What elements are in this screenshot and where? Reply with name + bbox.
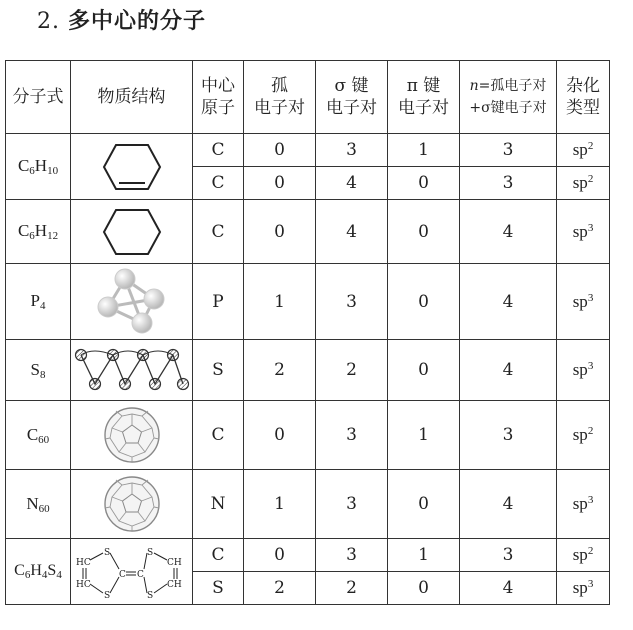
sigma-cell: 3	[316, 539, 388, 572]
s8-crown-icon	[71, 340, 193, 401]
n-cell: 4	[460, 264, 557, 340]
lone-pair-cell: 0	[244, 167, 316, 200]
table-row	[6, 470, 610, 539]
sigma-cell: 3	[316, 264, 388, 340]
section-title: 多中心的分子	[68, 9, 207, 34]
ttf-ch-bottom: CH	[166, 579, 182, 590]
center-atom-cell: S	[193, 340, 244, 401]
header-lone-pairs: 孤 电子对	[244, 61, 316, 134]
lone-pair-cell: 0	[244, 539, 316, 572]
hybridization-cell: $sp^3$	[557, 572, 610, 605]
formula-cell: $P_4$	[6, 264, 71, 340]
hybridization-cell: $sp^3$	[557, 470, 610, 539]
table-row	[6, 264, 610, 340]
header-pi-pairs: π 键 电子对	[388, 61, 460, 134]
lone-pair-cell: 1	[244, 470, 316, 539]
sigma-cell: 2	[316, 572, 388, 605]
pi-cell: 0	[388, 167, 460, 200]
center-atom-cell: C	[193, 167, 244, 200]
ttf-hc-bottom: HC	[75, 579, 91, 590]
n-cell: 3	[460, 167, 557, 200]
ttf-s-3: S	[146, 547, 153, 558]
lone-pair-cell: 0	[244, 200, 316, 264]
cyclohexane-icon	[71, 200, 193, 264]
cyclohexene-icon	[71, 134, 193, 200]
formula-cell: $C_6H_4S_4$	[6, 539, 71, 605]
table-row	[6, 340, 610, 401]
header-hybridization: 杂化 类型	[557, 61, 610, 134]
n-cell: 3	[460, 539, 557, 572]
formula-cell: $C_{60}$	[6, 401, 71, 470]
formula-cell: $C_6H_{10}$	[6, 134, 71, 200]
lone-pair-cell: 2	[244, 572, 316, 605]
pi-cell: 0	[388, 200, 460, 264]
n-cell: 4	[460, 340, 557, 401]
n-cell: 3	[460, 401, 557, 470]
table-row	[6, 134, 610, 167]
sigma-cell: 3	[316, 134, 388, 167]
ttf-c-2: C	[136, 569, 144, 580]
hybridization-cell: $sp^2$	[557, 539, 610, 572]
hybridization-cell: $sp^2$	[557, 401, 610, 470]
header-formula: 分子式	[6, 61, 71, 134]
center-atom-cell: S	[193, 572, 244, 605]
header-sigma-pairs: σ 键 电子对	[316, 61, 388, 134]
center-atom-cell: C	[193, 134, 244, 167]
n-symbol: n	[469, 78, 479, 94]
hybridization-cell: $sp^2$	[557, 134, 610, 167]
sigma-cell: 3	[316, 401, 388, 470]
pi-cell: 1	[388, 401, 460, 470]
lone-pair-cell: 0	[244, 134, 316, 167]
ttf-s-4: S	[146, 590, 153, 601]
c60-fullerene-icon	[71, 401, 193, 470]
n-cell: 4	[460, 200, 557, 264]
hybridization-cell: $sp^3$	[557, 264, 610, 340]
n60-cage-icon	[71, 470, 193, 539]
sigma-cell: 3	[316, 470, 388, 539]
pi-cell: 0	[388, 470, 460, 539]
lone-pair-cell: 0	[244, 401, 316, 470]
lone-pair-cell: 1	[244, 264, 316, 340]
ttf-hc-top: HC	[75, 557, 91, 568]
center-atom-cell: C	[193, 539, 244, 572]
center-atom-cell: C	[193, 401, 244, 470]
header-n-sum: n=孤电子对 +σ键电子对	[460, 61, 557, 134]
ttf-ch-top: CH	[166, 557, 182, 568]
pi-cell: 0	[388, 340, 460, 401]
ttf-c-1: C	[118, 569, 126, 580]
center-atom-cell: P	[193, 264, 244, 340]
header-structure: 物质结构	[71, 61, 193, 134]
n-cell: 4	[460, 572, 557, 605]
formula-cell: $C_6H_{12}$	[6, 200, 71, 264]
sigma-cell: 2	[316, 340, 388, 401]
sigma-cell: 4	[316, 200, 388, 264]
pi-cell: 1	[388, 134, 460, 167]
hybridization-cell: $sp^3$	[557, 340, 610, 401]
hybridization-cell: $sp^2$	[557, 167, 610, 200]
header-row	[6, 61, 610, 134]
n-cell: 3	[460, 134, 557, 167]
sigma-cell: 4	[316, 167, 388, 200]
header-center-atom: 中心 原子	[193, 61, 244, 134]
ttf-s-2: S	[103, 590, 110, 601]
pi-cell: 1	[388, 539, 460, 572]
table-row	[6, 200, 610, 264]
hybridization-cell: $sp^3$	[557, 200, 610, 264]
center-atom-cell: N	[193, 470, 244, 539]
ttf-s-1: S	[103, 547, 110, 558]
formula-cell: $S_8$	[6, 340, 71, 401]
pi-cell: 0	[388, 264, 460, 340]
formula-cell: $N_{60}$	[6, 470, 71, 539]
n-cell: 4	[460, 470, 557, 539]
pi-cell: 0	[388, 572, 460, 605]
lone-pair-cell: 2	[244, 340, 316, 401]
table-row	[6, 401, 610, 470]
p4-tetrahedron-icon	[71, 264, 193, 340]
ttf-molecule-icon	[71, 539, 193, 605]
molecule-table	[5, 60, 610, 605]
section-heading	[37, 4, 206, 35]
section-number: 2.	[37, 9, 60, 34]
table-row	[6, 539, 610, 572]
center-atom-cell: C	[193, 200, 244, 264]
